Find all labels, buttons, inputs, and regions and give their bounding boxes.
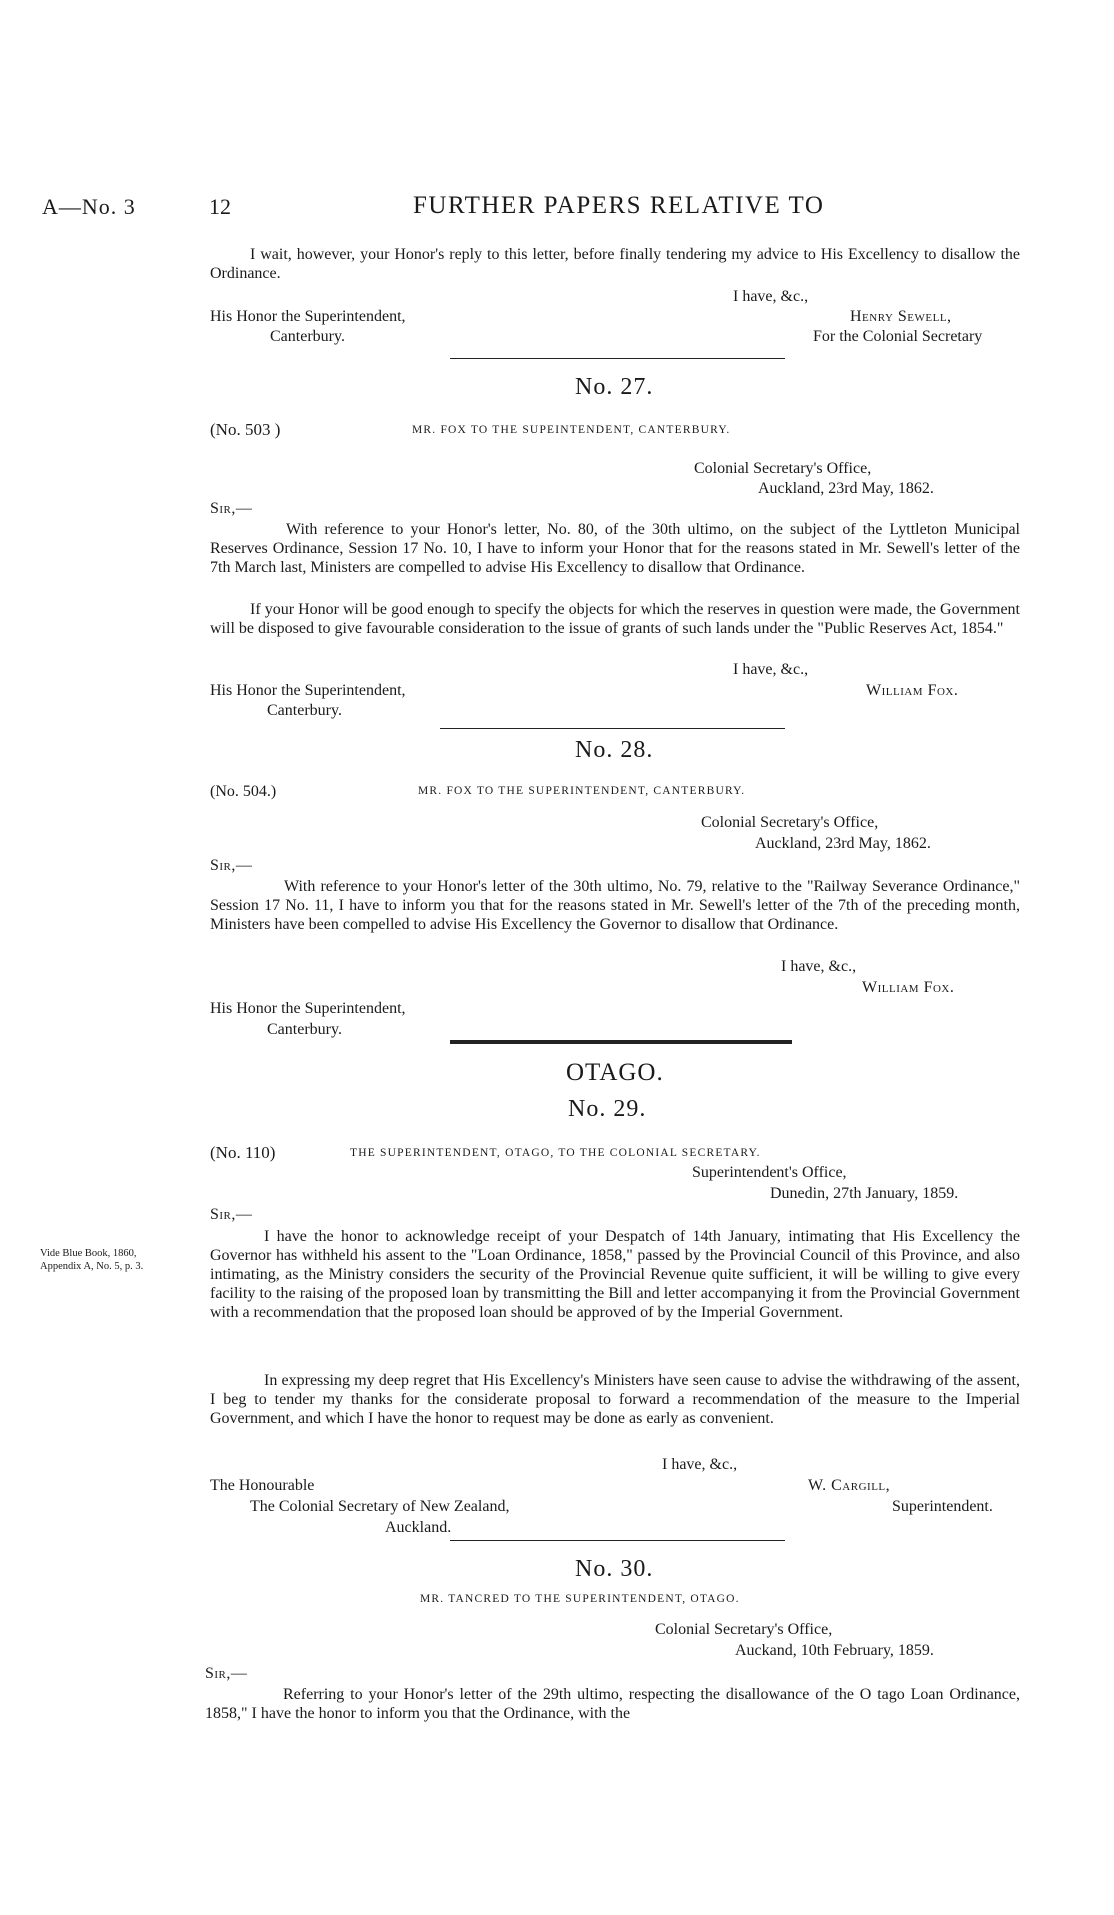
addressee-29-2: The Colonial Secretary of New Zealand, (250, 1498, 510, 1515)
closing-27: I have, &c., (733, 661, 809, 678)
closing-28: I have, &c., (781, 958, 857, 975)
date-line-29: Dunedin, 27th January, 1859. (770, 1185, 959, 1202)
signatory-29-role: Superintendent. (892, 1498, 993, 1515)
signatory-27: William Fox. (866, 682, 959, 699)
continued-paragraph: I wait, however, your Honor's reply to this letter, before finally tendering my advice to His Excellency to disallow the Ordinance. (210, 246, 1020, 282)
signatory-role: For the Colonial Secretary (813, 328, 983, 345)
closing-29: I have, &c., (662, 1456, 738, 1473)
salutation-30: Sir,— (205, 1665, 248, 1682)
office-line-28: Colonial Secretary's Office, (701, 814, 879, 831)
page-title: FURTHER PAPERS RELATIVE TO (413, 192, 825, 219)
letter-heading-27: MR. FOX TO THE SUPEINTENDENT, CANTERBURY. (412, 424, 731, 436)
addressee-28-1: His Honor the Superintendent, (210, 1000, 406, 1017)
paragraph-27-2: If your Honor will be good enough to specify the objects for which the reserves in question were made, the Government will be disposed to give favourable consideration to the issue of grants of such lands under the "Public Reserves Act, 1854." (210, 601, 1020, 637)
addressee-line-2: Canterbury. (270, 328, 345, 345)
office-line-29: Superintendent's Office, (692, 1164, 847, 1181)
letter-number-30: No. 30. (575, 1556, 654, 1582)
office-line-30: Colonial Secretary's Office, (655, 1621, 833, 1638)
letter-heading-29: THE SUPERINTENDENT, OTAGO, TO THE COLONIAL SECRETARY. (350, 1147, 761, 1159)
addressee-27-1: His Honor the Superintendent, (210, 682, 406, 699)
addressee-29-1: The Honourable (210, 1477, 315, 1494)
section-divider (450, 1540, 785, 1541)
salutation-28: Sir,— (210, 857, 253, 874)
signatory-29-name: W. Cargill, (808, 1477, 891, 1494)
salutation-29: Sir,— (210, 1206, 253, 1223)
salutation-27: Sir,— (210, 500, 253, 517)
page-header-left: A—No. 3 (42, 194, 136, 219)
signatory-28: William Fox. (862, 979, 955, 996)
paragraph-29-1: I have the honor to acknowledge receipt of your Despatch of 14th January, intimating that His Excellency the Governor has withheld his assent to the "Loan Ordinance, 1858," passed by the Provincial Council of this Province, and also intimating, as the Ministry considers the security of the Provincial Revenue quite sufficient, it will be willing to give every facility to the raising of the proposed loan by transmitting the Bill and letter accompanying it from the Provincial Government with a recommendation that the proposed loan should be approved of by the Imperial Government. (210, 1228, 1020, 1321)
letter-ref-28: (No. 504.) (210, 783, 277, 800)
paragraph-27-1: With reference to your Honor's letter, No. 80, of the 30th ultimo, on the subject of the Lyttleton Municipal Reserves Ordinance, Session 17 No. 10, I have to inform your Honor that for the reasons stated in Mr. Sewell's letter of the 7th March last, Ministers are compelled to advise His Excellency to disallow that Ordinance. (210, 521, 1020, 576)
letter-ref-29: (No. 110) (210, 1143, 276, 1162)
letter-heading-28: MR. FOX TO THE SUPERINTENDENT, CANTERBURY. (418, 785, 746, 797)
signatory-name: Henry Sewell, (850, 308, 952, 325)
letter-number-29: No. 29. (568, 1096, 647, 1122)
section-heading-otago: OTAGO. (566, 1059, 664, 1086)
paragraph-28-1: With reference to your Honor's letter of the 30th ultimo, No. 79, relative to the "Railway Severance Ordinance," Session 17 No. 11, I have to inform you that for the reasons stated in Mr. Sewell's letter of the 7th of the preceding month, Ministers have been compelled to advise His Excellency the Governor to disallow that Ordinance. (210, 878, 1020, 933)
date-line-28: Auckland, 23rd May, 1862. (755, 835, 931, 852)
addressee-29-3: Auckland. (385, 1519, 452, 1536)
page-number: 12 (209, 194, 231, 219)
date-line-30: Auckand, 10th February, 1859. (735, 1642, 934, 1659)
office-line-27: Colonial Secretary's Office, (694, 460, 872, 477)
letter-number-28: No. 28. (575, 737, 654, 763)
letter-heading-30: MR. TANCRED TO THE SUPERINTENDENT, OTAGO. (420, 1593, 740, 1605)
margin-note-1: Vide Blue Book, 1860, (40, 1248, 137, 1259)
letter-ref-27: (No. 503 ) (210, 420, 281, 439)
paragraph-30-1: Referring to your Honor's letter of the 29th ultimo, respecting the disallowance of the O tago Loan Ordinance, 1858," I have the honor to inform you that the Ordinance, with the (205, 1686, 1020, 1722)
date-line-27: Auckland, 23rd May, 1862. (758, 480, 934, 497)
paragraph-29-2: In expressing my deep regret that His Excellency's Ministers have seen cause to advise the withdrawing of the assent, I beg to tender my thanks for the considerate proposal to forward a recommendation of the measure to the Imperial Government, and which I have the honor to request may be done as early as convenient. (210, 1372, 1020, 1427)
section-divider (440, 728, 785, 729)
margin-note-2: Appendix A, No. 5, p. 3. (40, 1261, 144, 1272)
addressee-27-2: Canterbury. (267, 702, 342, 719)
addressee-line-1: His Honor the Superintendent, (210, 308, 406, 325)
letter-number-27: No. 27. (575, 374, 654, 400)
section-divider-thick (450, 1040, 792, 1044)
closing-line: I have, &c., (733, 288, 809, 305)
addressee-28-2: Canterbury. (267, 1021, 342, 1038)
section-divider (450, 358, 785, 359)
